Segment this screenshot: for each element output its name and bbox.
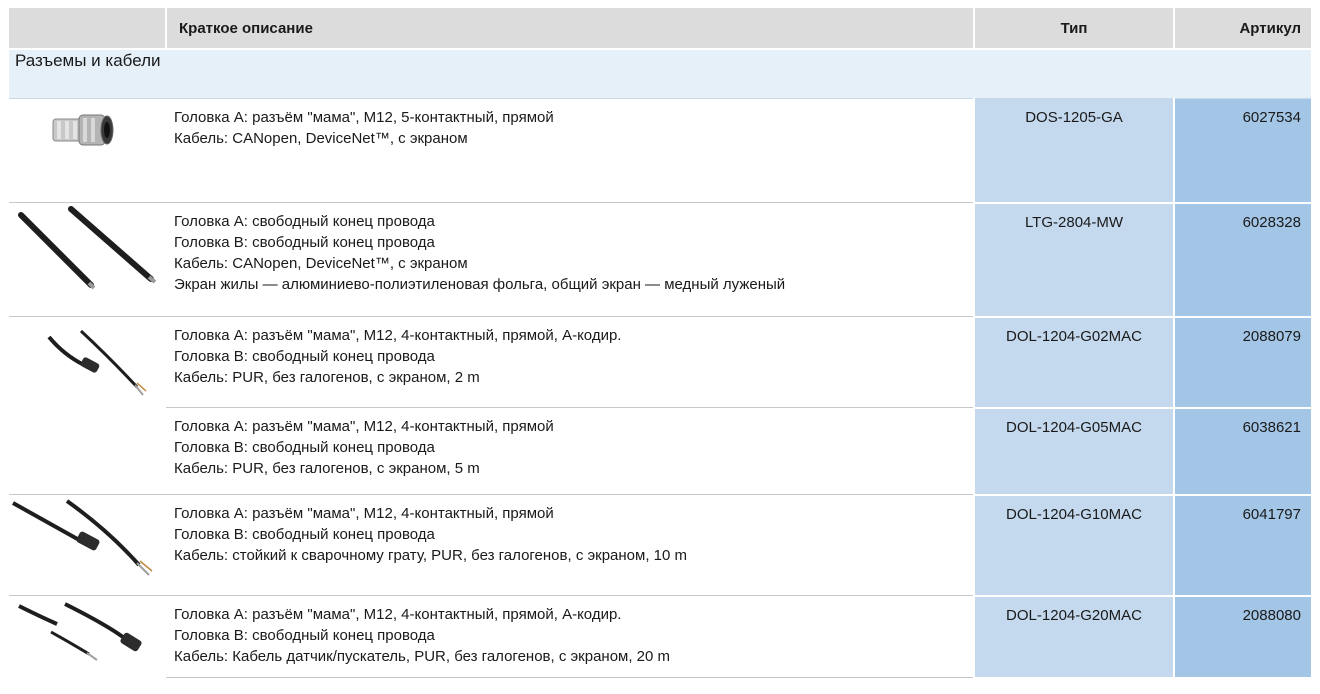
- description-line: Кабель: PUR, без галогенов, с экраном, 5 m: [174, 460, 480, 477]
- product-image-cell: [9, 99, 166, 203]
- description-line: Кабель: CANopen, DeviceNet™, с экраном: [174, 130, 468, 147]
- article-cell: 6027534: [1174, 99, 1311, 203]
- description-line: Головка A: разъём "мама", M12, 4-контактный, прямой: [174, 505, 554, 522]
- table-row: [9, 203, 1311, 317]
- article-cell: 2088080: [1174, 596, 1311, 678]
- article-cell: 2088079: [1174, 317, 1311, 408]
- description-line: Головка B: свободный конец провода: [174, 526, 435, 543]
- header-description: Краткое описание: [166, 8, 974, 49]
- section-row: [9, 49, 1311, 99]
- description-line: Головка B: свободный конец провода: [174, 627, 435, 644]
- description-cell: [166, 99, 974, 203]
- description-line: Кабель: Кабель датчик/пускатель, PUR, без галогенов, с экраном, 20 m: [174, 648, 671, 665]
- article-cell: 6038621: [1174, 408, 1311, 495]
- product-image-cell: [9, 203, 166, 317]
- table-row: [9, 317, 1311, 408]
- product-image-cell: [9, 495, 166, 596]
- type-cell: DOL-1204-G05MAC: [974, 408, 1174, 495]
- table-row: [9, 495, 1311, 596]
- table-row: [9, 596, 1311, 678]
- type-cell: DOL-1204-G02MAC: [974, 317, 1174, 408]
- table-row: [9, 408, 1311, 495]
- description-line: Головка B: свободный конец провода: [174, 439, 435, 456]
- description-line: Экран жилы — алюминиево-полиэтиленовая фольга, общий экран — медный луженый: [174, 276, 786, 293]
- header-article: Артикул: [1174, 8, 1311, 49]
- description-cell: [166, 596, 974, 678]
- header-image-cell: [9, 8, 166, 49]
- article-cell: 6041797: [1174, 495, 1311, 596]
- description-line: Головка B: свободный конец провода: [174, 348, 435, 365]
- description-line: Головка B: свободный конец провода: [174, 234, 435, 251]
- description-cell: [166, 317, 974, 408]
- cable-connector-m12-icon: [9, 495, 166, 596]
- description-cell: [166, 408, 974, 495]
- type-cell: LTG-2804-MW: [974, 203, 1174, 317]
- article-cell: 6028328: [1174, 203, 1311, 317]
- type-cell: DOS-1205-GA: [974, 99, 1174, 203]
- description-line: Кабель: CANopen, DeviceNet™, с экраном: [174, 255, 468, 272]
- product-image-cell: [9, 317, 166, 495]
- header-type: Тип: [974, 8, 1174, 49]
- product-image-cell: [9, 596, 166, 678]
- description-line: Головка A: свободный конец провода: [174, 213, 435, 230]
- description-line: Головка A: разъём "мама", M12, 4-контактный, прямой, A-кодир.: [174, 327, 622, 344]
- description-line: Головка A: разъём "мама", M12, 4-контактный, прямой: [174, 418, 554, 435]
- description-line: Головка A: разъём "мама", M12, 4-контактный, прямой, A-кодир.: [174, 606, 622, 623]
- cable-flying-leads-icon: [9, 203, 166, 317]
- description-line: Кабель: стойкий к сварочному грату, PUR, без галогенов, с экраном, 10 m: [174, 547, 688, 564]
- type-cell: DOL-1204-G20MAC: [974, 596, 1174, 678]
- type-cell: DOL-1204-G10MAC: [974, 495, 1174, 596]
- description-cell: [166, 495, 974, 596]
- description-line: Кабель: PUR, без галогенов, с экраном, 2 m: [174, 369, 480, 386]
- cable-connector-m12-icon: [9, 317, 166, 499]
- description-line: Головка A: разъём "мама", M12, 5-контактный, прямой: [174, 109, 554, 126]
- description-cell: [166, 203, 974, 317]
- table-row: [9, 99, 1311, 203]
- cable-connector-m12-icon: [9, 596, 166, 668]
- accessories-table: [9, 8, 1311, 679]
- connector-female-m12-icon: [9, 99, 166, 203]
- accessories-table-container: [9, 8, 1311, 679]
- section-title: Разъемы и кабели: [9, 49, 1311, 99]
- table-header-row: [9, 8, 1311, 49]
